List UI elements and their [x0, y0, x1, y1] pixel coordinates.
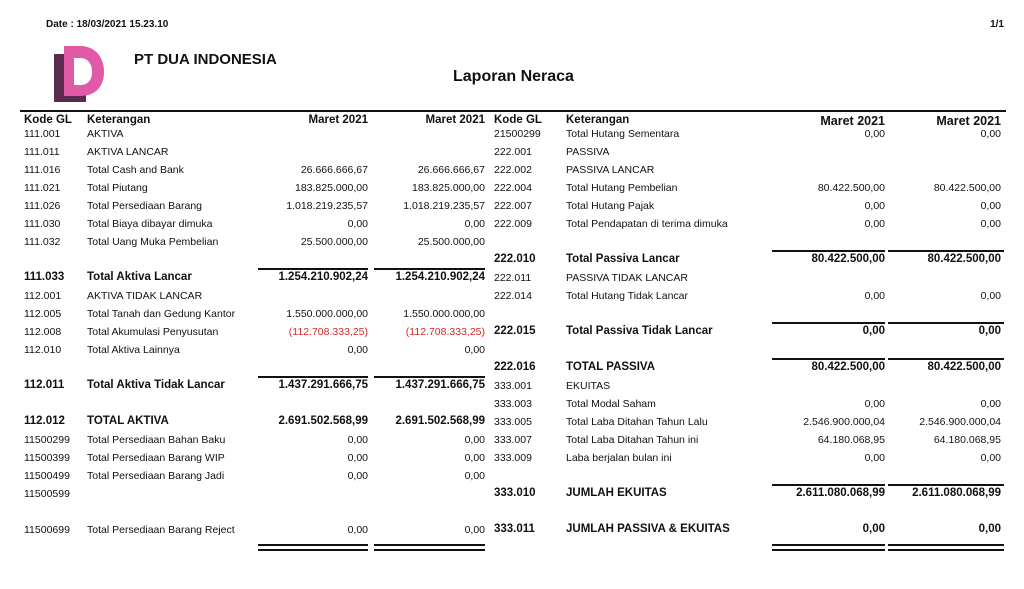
rule-left-bottom-1	[258, 544, 368, 551]
report-date: Date : 18/03/2021 15.23.10	[46, 19, 169, 30]
right-row-6-ket: Total Passiva Lancar	[566, 253, 680, 265]
left-row-12-ket: Total Aktiva Tidak Lancar	[87, 379, 225, 391]
rule-right-total-passiva-2	[888, 358, 1004, 360]
right-row-11-ket: EKUITAS	[566, 380, 611, 392]
right-row-4-v2: 0,00	[980, 200, 1001, 212]
company-logo-icon	[50, 44, 106, 106]
right-row-3-v2: 80.422.500,00	[933, 182, 1001, 194]
left-row-6-v2: 25.500.000,00	[417, 236, 485, 248]
right-row-5-v1: 0,00	[864, 218, 885, 230]
left-row-4-v2: 1.018.219.235,57	[403, 200, 485, 212]
rule-left-aktiva-tidak-lancar-1	[258, 376, 368, 378]
right-row-4-ket: Total Hutang Pajak	[566, 200, 655, 212]
right-row-13-v2: 2.546.900.000,04	[919, 416, 1001, 428]
left-row-14-ket: Total Persediaan Bahan Baku	[87, 434, 226, 446]
left-row-0-kode: 111.001	[24, 128, 61, 140]
left-row-8-ket: AKTIVA TIDAK LANCAR	[87, 290, 203, 302]
right-row-8-ket: Total Hutang Tidak Lancar	[566, 290, 688, 302]
rule-left-bottom-2	[374, 544, 485, 551]
right-row-2-ket: PASSIVA LANCAR	[566, 164, 655, 176]
left-row-13-v1: 2.691.502.568,99	[278, 415, 368, 427]
left-row-7-v1: 1.254.210.902,24	[278, 271, 368, 283]
left-row-1-kode: 111.011	[24, 146, 60, 158]
right-row-16-v1: 2.611.080.068,99	[796, 487, 885, 499]
left-row-3-v1: 183.825.000,00	[295, 182, 368, 194]
right-row-14-kode: 333.007	[494, 434, 532, 446]
right-row-10-v1: 80.422.500,00	[811, 361, 885, 373]
left-row-3-v2: 183.825.000,00	[412, 182, 485, 194]
company-name: PT DUA INDONESIA	[134, 51, 277, 68]
left-row-3-kode: 111.021	[24, 182, 61, 194]
left-row-11-v1: 0,00	[347, 344, 368, 356]
rule-right-bottom-2	[888, 544, 1004, 551]
left-row-10-ket: Total Akumulasi Penyusutan	[87, 326, 219, 338]
right-row-11-kode: 333.001	[494, 380, 532, 392]
right-row-5-v2: 0,00	[980, 218, 1001, 230]
left-row-5-ket: Total Biaya dibayar dimuka	[87, 218, 213, 230]
right-row-9-v1: 0,00	[862, 325, 885, 337]
left-row-5-kode: 111.030	[24, 218, 61, 230]
left-row-2-v1: 26.666.666,67	[300, 164, 368, 176]
left-row-7-v2: 1.254.210.902,24	[395, 271, 485, 283]
right-row-15-v1: 0,00	[864, 452, 885, 464]
right-row-9-v2: 0,00	[978, 325, 1001, 337]
col-header-kode-left: Kode GL	[24, 114, 72, 126]
right-row-3-ket: Total Hutang Pembelian	[566, 182, 678, 194]
left-row-18-v1: 0,00	[347, 524, 368, 536]
right-row-12-v2: 0,00	[980, 398, 1001, 410]
right-row-10-ket: TOTAL PASSIVA	[566, 361, 656, 373]
left-row-15-kode: 11500399	[24, 452, 70, 464]
left-row-9-v1: 1.550.000.000,00	[286, 308, 368, 320]
right-row-7-kode: 222.011	[494, 272, 532, 284]
col-header-maret-2-right: Maret 2021	[936, 114, 1001, 128]
page-number: 1/1	[990, 19, 1004, 30]
right-row-6-v1: 80.422.500,00	[811, 253, 885, 265]
rule-left-aktiva-tidak-lancar-2	[374, 376, 485, 378]
right-row-2-kode: 222.002	[494, 164, 532, 176]
right-row-9-ket: Total Passiva Tidak Lancar	[566, 325, 713, 337]
right-row-17-v2: 0,00	[978, 523, 1001, 535]
left-row-14-kode: 11500299	[24, 434, 70, 446]
left-row-14-v2: 0,00	[464, 434, 485, 446]
left-row-0-ket: AKTIVA	[87, 128, 124, 140]
left-row-4-v1: 1.018.219.235,57	[286, 200, 368, 212]
rule-right-ekuitas-2	[888, 484, 1004, 486]
rule-right-passiva-lancar-2	[888, 250, 1004, 252]
col-header-maret-1-left: Maret 2021	[308, 114, 368, 126]
left-row-18-kode: 11500699	[24, 524, 70, 536]
left-row-5-v2: 0,00	[464, 218, 485, 230]
left-row-11-v2: 0,00	[464, 344, 485, 356]
left-row-12-v1: 1.437.291.666,75	[278, 379, 368, 391]
left-row-15-v2: 0,00	[464, 452, 485, 464]
right-row-4-kode: 222.007	[494, 200, 532, 212]
left-row-10-v1: (112.708.333,25)	[288, 326, 368, 338]
rule-right-bottom-1	[772, 544, 885, 551]
right-row-16-kode: 333.010	[494, 487, 536, 499]
col-header-keterangan-left: Keterangan	[87, 114, 151, 126]
left-row-6-kode: 111.032	[24, 236, 61, 248]
right-row-12-kode: 333.003	[494, 398, 532, 410]
left-row-10-kode: 112.008	[24, 326, 62, 338]
rule-right-passiva-tidak-lancar-2	[888, 322, 1004, 324]
rule-right-passiva-tidak-lancar-1	[772, 322, 885, 324]
right-row-14-v1: 64.180.068,95	[817, 434, 885, 446]
right-row-5-kode: 222.009	[494, 218, 532, 230]
rule-right-ekuitas-1	[772, 484, 885, 486]
right-row-15-kode: 333.009	[494, 452, 532, 464]
left-row-6-ket: Total Uang Muka Pembelian	[87, 236, 219, 248]
left-row-13-v2: 2.691.502.568,99	[395, 415, 485, 427]
left-row-11-ket: Total Aktiva Lainnya	[87, 344, 180, 356]
right-row-13-ket: Total Laba Ditahan Tahun Lalu	[566, 416, 708, 428]
left-row-16-v1: 0,00	[347, 470, 368, 482]
rule-left-aktiva-lancar-1	[258, 268, 368, 270]
left-row-9-v2: 1.550.000.000,00	[403, 308, 485, 320]
rule-right-total-passiva-1	[772, 358, 885, 360]
right-row-14-ket: Total Laba Ditahan Tahun ini	[566, 434, 699, 446]
left-row-12-v2: 1.437.291.666,75	[395, 379, 485, 391]
right-row-8-v2: 0,00	[980, 290, 1001, 302]
left-row-1-ket: AKTIVA LANCAR	[87, 146, 169, 158]
left-row-16-kode: 11500499	[24, 470, 70, 482]
left-row-14-v1: 0,00	[347, 434, 368, 446]
left-row-7-kode: 111.033	[24, 271, 65, 283]
left-row-2-kode: 111.016	[24, 164, 61, 176]
left-row-9-ket: Total Tanah dan Gedung Kantor	[87, 308, 236, 320]
left-row-16-ket: Total Persediaan Barang Jadi	[87, 470, 225, 482]
right-row-14-v2: 64.180.068,95	[933, 434, 1001, 446]
left-row-9-kode: 112.005	[24, 308, 62, 320]
col-header-maret-2-left: Maret 2021	[425, 114, 485, 126]
right-row-0-ket: Total Hutang Sementara	[566, 128, 680, 140]
right-row-10-kode: 222.016	[494, 361, 536, 373]
right-row-7-ket: PASSIVA TIDAK LANCAR	[566, 272, 688, 284]
right-row-15-v2: 0,00	[980, 452, 1001, 464]
left-row-13-ket: TOTAL AKTIVA	[87, 415, 169, 427]
right-row-0-v2: 0,00	[980, 128, 1001, 140]
report-title: Laporan Neraca	[453, 68, 574, 85]
right-row-16-ket: JUMLAH EKUITAS	[566, 487, 667, 499]
right-row-0-v1: 0,00	[864, 128, 885, 140]
right-row-1-ket: PASSIVA	[566, 146, 610, 158]
left-row-6-v1: 25.500.000,00	[300, 236, 368, 248]
left-row-8-kode: 112.001	[24, 290, 62, 302]
right-row-13-kode: 333.005	[494, 416, 532, 428]
right-row-0-kode: 21500299	[494, 128, 541, 140]
right-row-17-ket: JUMLAH PASSIVA & EKUITAS	[566, 523, 730, 535]
left-row-13-kode: 112.012	[24, 415, 65, 427]
right-row-6-kode: 222.010	[494, 253, 536, 265]
left-row-11-kode: 112.010	[24, 344, 62, 356]
right-row-17-v1: 0,00	[862, 523, 885, 535]
right-row-3-v1: 80.422.500,00	[817, 182, 885, 194]
left-row-7-ket: Total Aktiva Lancar	[87, 271, 192, 283]
left-row-18-v2: 0,00	[464, 524, 485, 536]
right-row-1-kode: 222.001	[494, 146, 532, 158]
left-row-16-v2: 0,00	[464, 470, 485, 482]
left-row-15-v1: 0,00	[347, 452, 368, 464]
right-row-9-kode: 222.015	[494, 325, 536, 337]
left-row-2-ket: Total Cash and Bank	[87, 164, 184, 176]
right-row-17-kode: 333.011	[494, 523, 535, 535]
left-row-5-v1: 0,00	[347, 218, 368, 230]
rule-right-passiva-lancar-1	[772, 250, 885, 252]
left-row-10-v2: (112.708.333,25)	[405, 326, 485, 338]
left-row-18-ket: Total Persediaan Barang Reject	[87, 524, 235, 536]
right-row-13-v1: 2.546.900.000,04	[803, 416, 885, 428]
right-row-15-ket: Laba berjalan bulan ini	[566, 452, 672, 464]
rule-left-aktiva-lancar-2	[374, 268, 485, 270]
right-row-8-kode: 222.014	[494, 290, 532, 302]
right-row-12-v1: 0,00	[864, 398, 885, 410]
right-row-16-v2: 2.611.080.068,99	[912, 487, 1001, 499]
right-row-5-ket: Total Pendapatan di terima dimuka	[566, 218, 728, 230]
right-row-12-ket: Total Modal Saham	[566, 398, 656, 410]
left-row-12-kode: 112.011	[24, 379, 65, 391]
right-row-10-v2: 80.422.500,00	[927, 361, 1001, 373]
left-row-15-ket: Total Persediaan Barang WIP	[87, 452, 225, 464]
left-row-4-kode: 111.026	[24, 200, 61, 212]
left-row-2-v2: 26.666.666,67	[417, 164, 485, 176]
header-rule	[20, 110, 1006, 112]
left-row-4-ket: Total Persediaan Barang	[87, 200, 202, 212]
right-row-8-v1: 0,00	[864, 290, 885, 302]
col-header-maret-1-right: Maret 2021	[820, 114, 885, 128]
right-row-3-kode: 222.004	[494, 182, 532, 194]
left-row-17-kode: 11500599	[24, 488, 70, 500]
left-row-3-ket: Total Piutang	[87, 182, 148, 194]
col-header-keterangan-right: Keterangan	[566, 114, 630, 126]
col-header-kode-right: Kode GL	[494, 114, 542, 126]
right-row-6-v2: 80.422.500,00	[927, 253, 1001, 265]
right-row-4-v1: 0,00	[864, 200, 885, 212]
